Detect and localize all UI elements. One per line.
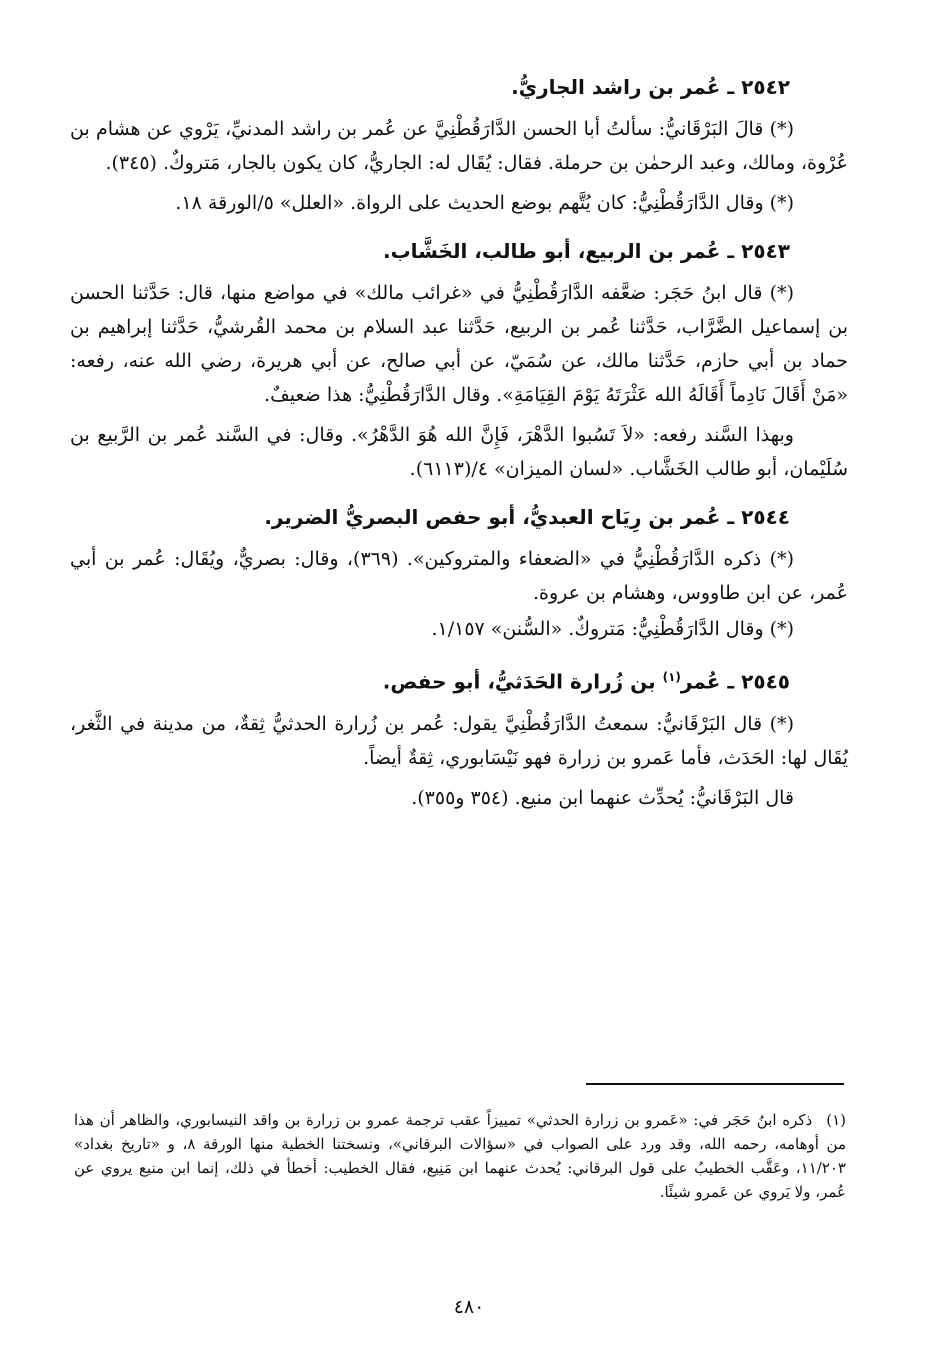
footnote-reference: (١)	[662, 670, 681, 684]
footnote-text: ذكره ابنُ حَجَر في: «عَمرو بن زرارة الحدثي» تمييزاً عقب ترجمة عمرو بن زرارة بن واقد النيسابوري، والظاهر أن هذا من أوهامه، رحمه الله، وقد ورد على الصواب في «سؤالات البرقاني»، ونسختنا الخطية منها الورقة ٨، و «تاريخ بغداد» ١١/٢٠٣، وعَقَّب الخطيبُ على قول البرقاني: يُحدث عنهما ابن مَنِيع، فقال الخطيب: أخطأ في ذلك، إنما ابن منيع يروي عن عُمر، ولا يَروي عن عَمرو شيئًا.	[74, 1111, 846, 1201]
entry-heading: ٢٥٤٣ ـ عُمر بن الربيع، أبو طالب، الخَشَّاب.	[382, 239, 790, 263]
entry-2545	[70, 660, 848, 815]
entry-paragraph: (*) قال البَرْقَانيُّ: سمعتُ الدَّارَقُطْنِيَّ يقول: عُمر بن زُرارة الحدثيُّ ثِقةٌ، من مدينة في الثَّغر، يُقَال لها: الحَدَث، فأما عَمرو بن زرارة فهو نَيْسَابوري، ثِقةٌ أيضاً.	[70, 712, 848, 769]
entry-paragraph: (*) قال ابنُ حَجَر: ضعَّفه الدَّارَقُطْنِيُّ في «غرائب مالك» في مواضع منها، قال: حَدَّثنا الحسن بن إسماعيل الضَّرَّاب، حَدَّثنا عُمر بن الربيع، حَدَّثنا عبد السلام بن محمد القُرشيُّ، حَدَّثنا إبراهيم بن حماد بن أبي حازم، حَدَّثنا مالك، عن سُمَيّ، عن أبي صالح، عن أبي هريرة، رضي الله عنه، رفعه: «مَنْ أَقَالَ نَادِماً أَقَالَهُ الله عَثْرَتَهُ يَوْمَ القِيَامَةِ». وقال الدَّارَقُطْنِيُّ: هذا ضعيفٌ.	[70, 282, 848, 406]
entry-heading-prefix: ٢٥٤٥ ـ عُمر	[680, 669, 790, 694]
entry-paragraph: وبهذا السَّند رفعه: «لاَ تَسُبوا الدَّهْرَ، فَإِنَّ الله هُوَ الدَّهْرُ». وقال: في السَّند عُمر بن الرَّبيع بن سُلَيْمان، أبو طالب الخَشَّاب. «لسان الميزان» ٤/(٦١١٣).	[70, 424, 848, 480]
entry-2544	[70, 500, 848, 646]
footnote-divider	[586, 1083, 844, 1085]
entry-paragraph: (*) ذكره الدَّارَقُطْنِيُّ في «الضعفاء والمتروكين». (٣٦٩)، وقال: بصريٌّ، ويُقَال: عُمر بن أبي عُمر، عن ابن طاووس، وهشام بن عروة.	[70, 548, 848, 604]
entry-heading-suffix: بن زُرارة الحَدَثيُّ، أبو حفص.	[382, 669, 663, 694]
footnote-marker: (١)	[826, 1111, 846, 1129]
main-text	[70, 70, 848, 829]
entry-paragraph: (*) وقال الدَّارَقُطْنِيُّ: كان يُتَّهم بوضع الحديث على الرواة. «العلل» ٥/الورقة ١٨.	[175, 192, 794, 214]
entry-2542	[70, 70, 848, 220]
entry-paragraph: قال البَرْقَانيُّ: يُحدِّث عنهما ابن منيع. (٣٥٤ و٣٥٥).	[411, 786, 794, 809]
entry-2543	[70, 234, 848, 486]
entry-heading: ٢٥٤٤ ـ عُمر بن رِيَاح العبديُّ، أبو حفص البصريُّ الضرير.	[264, 505, 790, 529]
entry-heading: ٢٥٤٢ ـ عُمر بن راشد الجاريُّ.	[511, 75, 790, 99]
entry-heading	[70, 660, 848, 699]
entry-paragraph: (*) قالَ البَرْقَانيُّ: سألتُ أبا الحسن الدَّارَقُطْنِيَّ عن عُمر بن راشد المدنيِّ، يَرْوي عن هشام بن عُرْوة، ومالك، وعبد الرحمٰن بن حرملة. فقال: يُقَال له: الجاريُّ، كان يكون بالجار، مَتروكٌ. (٣٤٥).	[70, 118, 848, 174]
footnotes	[74, 1108, 846, 1204]
entry-paragraph: (*) وقال الدَّارَقُطْنِيُّ: مَتروكٌ. «السُّنن» ١/١٥٧.	[431, 618, 794, 640]
page-number: ٤٨٠	[453, 1296, 485, 1318]
